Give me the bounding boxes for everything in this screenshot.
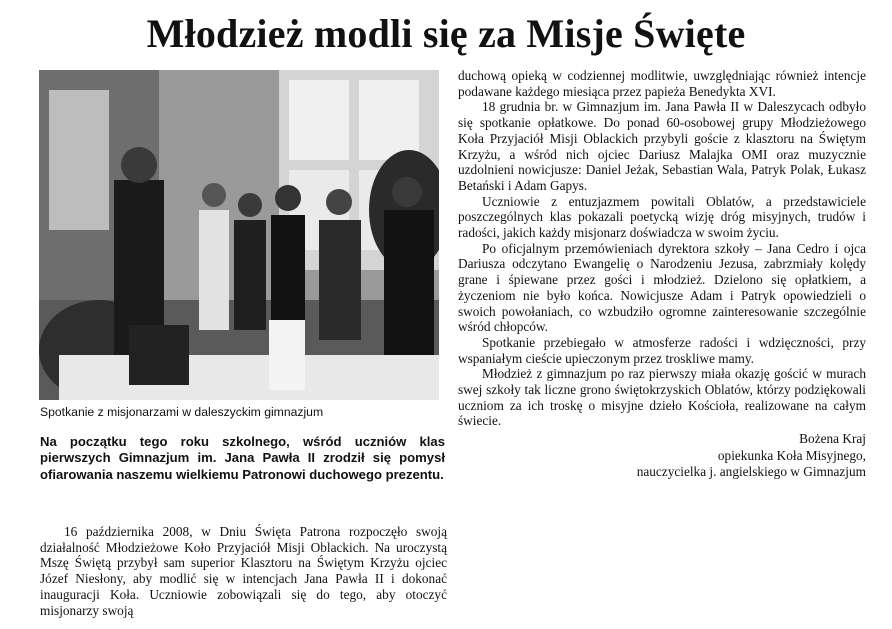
signature xyxy=(458,431,866,481)
headline: Młodzież modli się za Misje Święte xyxy=(146,11,746,56)
body-paragraph: Po oficjalnym przemówieniach dyrektora szkoły – Jana Cedro i ojca Dariusza odczytano Ewangelię o Narodzeniu Jezusa, zabrzmiały kolędy grane i śpiewane przez gości i młodzież. Dzielono się opłatkiem, a życzeniom nie było końca. Nowicjusze Adam i Patryk opowiedzieli o swoich powołaniach, co wzbudziło ogromne zainteresowanie szczególnie wśród chłopców. xyxy=(458,240,866,335)
body-paragraph: 18 grudnia br. w Gimnazjum im. Jana Pawła II w Daleszycach odbyło się spotkanie opłatkowe. Do ponad 60-osobowej grupy Młodzieżowego Koła Przyjaciół Misji Oblackich przybyli goście z klasztoru na Świętym Krzyżu, a wśród nich ojciec Dariusz Malajka OMI oraz muzycznie uzdolnieni nowicjusze: Daniel Jeżak, Sebastian Wala, Patryk Polak, Łukasz Betański i Adam Gapys. xyxy=(458,99,866,193)
body-left-column xyxy=(40,524,447,618)
body-paragraph: Spotkanie przebiegało w atmosferze radości i wdzięczności, przy wspaniałym cieście upieczonym przez troskliwe mamy. xyxy=(458,334,866,366)
body-paragraph: Młodzież z gimnazjum po raz pierwszy miała okazję gościć w murach swej szkoły tak liczne grono świętokrzyskich Oblatów, którzy podziękowali uczniom za ich troskę o misyjne dzieło Kościoła, realizowane na całym świecie. xyxy=(458,366,866,429)
article-photo xyxy=(39,70,439,400)
body-right-column xyxy=(458,68,866,481)
lead-paragraph: Na początku tego roku szkolnego, wśród uczniów klas pierwszych Gimnazjum im. Jana Pawła II zrodził się pomysł ofiarowania naszemu wielkiemu Patronowi duchowego prezentu. xyxy=(40,434,445,482)
author-name: Bożena Kraj xyxy=(799,431,866,447)
author-role: opiekunka Koła Misyjnego, xyxy=(717,447,866,463)
body-paragraph: Uczniowie z entuzjazmem powitali Oblatów, a przedstawiciele poszczególnych klas pokazali poetycką wizję dróg misyjnych, trudów i radości, jakich każdy misjonarz doświadcza w swoim życiu. xyxy=(458,193,866,241)
body-paragraph-continued: duchową opieką w codziennej modlitwie, uwzględniając również intencje podawane każdego miesiąca przez papieża Benedykta XVI. xyxy=(458,68,866,99)
author-role: nauczycielka j. angielskiego w Gimnazjum xyxy=(636,464,866,480)
photo-caption: Spotkanie z misjonarzami w daleszyckim gimnazjum xyxy=(40,405,324,419)
body-paragraph: 16 października 2008, w Dniu Święta Patrona rozpoczęło swoją działalność Młodzieżowe Koło Przyjaciół Misji Oblackich. Na uroczystą Mszę Świętą przybył sam superior Klasztoru na Świętym Krzyżu ojciec Józef Niesłony, aby modlić się w intencjach Jana Pawła II i dokonać inauguracji Koła. Uczniowie zobowiązali się do tego, aby otoczyć misjonarzy swoją xyxy=(40,524,447,618)
